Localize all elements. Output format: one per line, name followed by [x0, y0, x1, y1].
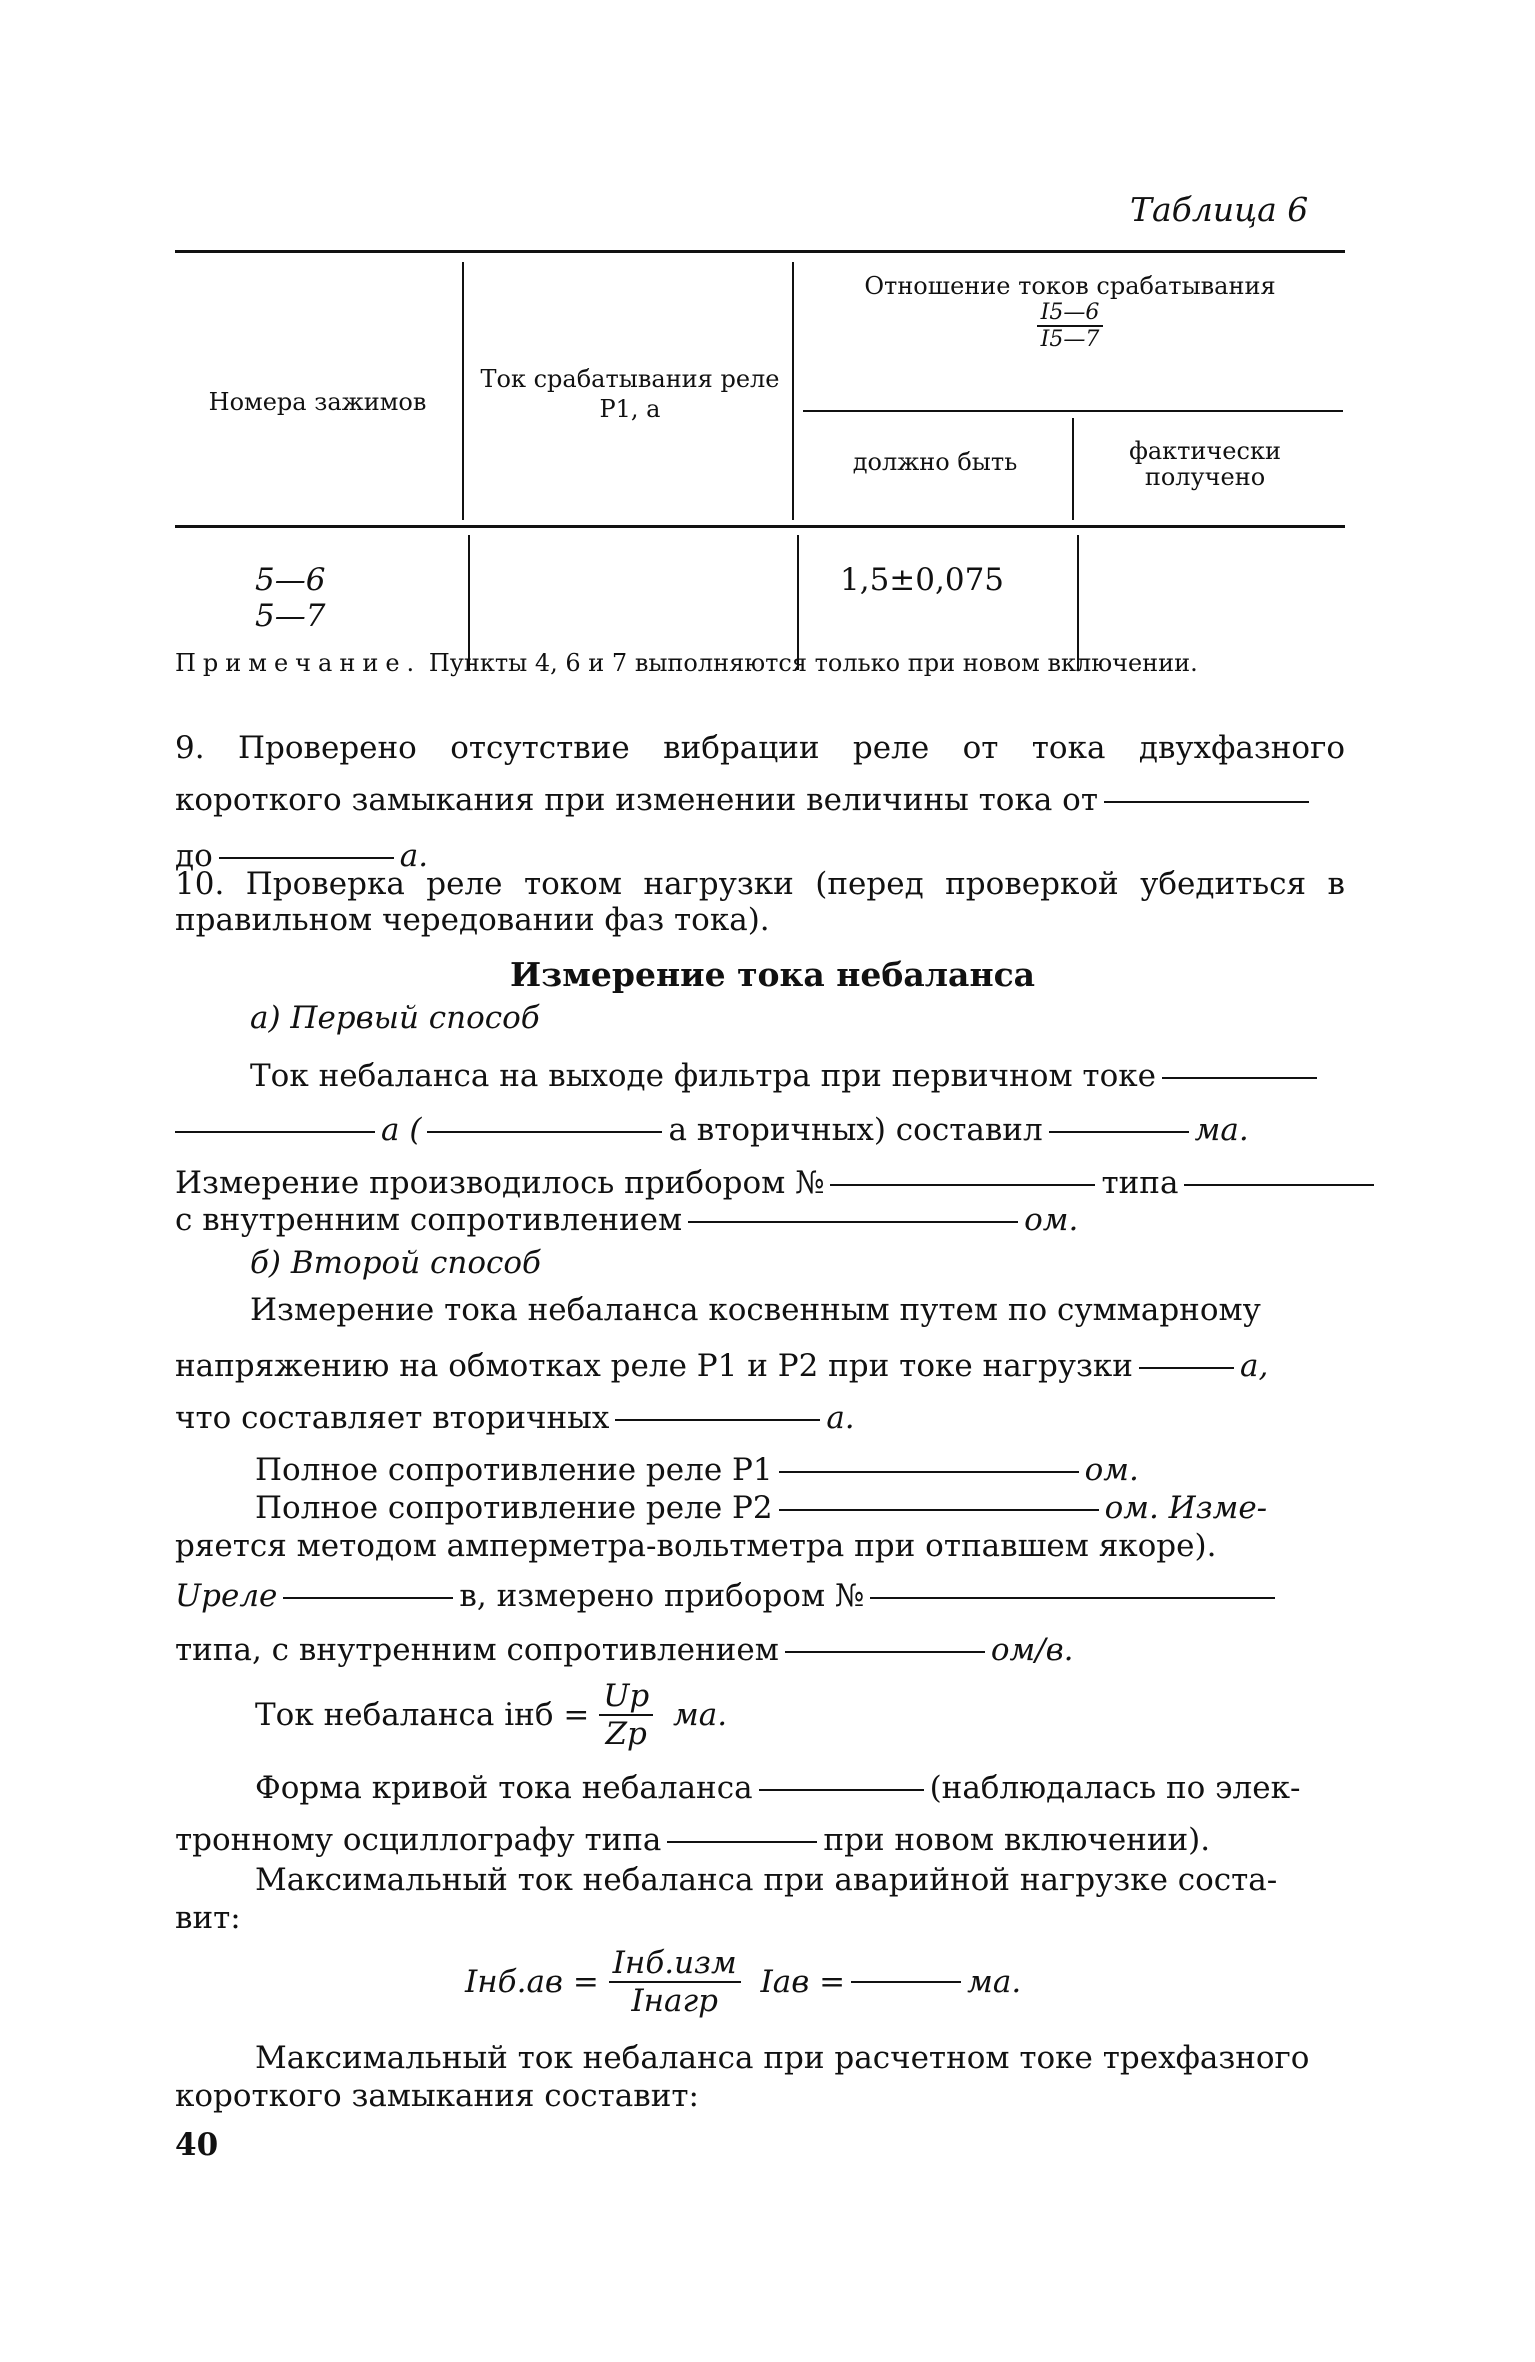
blank-load-current: [1139, 1367, 1234, 1369]
a-line4-text: с внутренним сопротивлением: [175, 1202, 683, 1238]
blank-r2-impedance: [779, 1509, 1099, 1511]
formula2-left: Iнб.ав =: [465, 1964, 599, 2000]
blank-oscillograph-type: [667, 1841, 817, 1843]
relay-r2-method: ряется методом амперметра-вольтметра при отпавшем якоре).: [175, 1528, 1217, 1564]
to-label: до: [175, 838, 213, 874]
blank-current-to: [219, 857, 394, 859]
blank-relay-voltage: [283, 1597, 453, 1599]
formula2-numerator: Iнб.изм: [609, 1945, 741, 1983]
formula1-denominator: Zр: [605, 1716, 647, 1752]
method-a-line1: [250, 1058, 1323, 1094]
blank-current-from: [1104, 801, 1309, 803]
formula2-mid: Iав =: [760, 1964, 846, 2000]
formula-unbalance-current: [255, 1678, 727, 1752]
u-mid-text: в, измерено прибором №: [459, 1578, 865, 1614]
a-secondary-text: а вторичных) составил: [668, 1112, 1043, 1148]
max-unbalance-fault: Максимальный ток небаланса при расчетном токе трехфазного: [255, 2040, 1310, 2076]
method-a-heading: а) Первый способ: [250, 1000, 540, 1036]
method-b-line3: [175, 1400, 855, 1436]
blank-voltmeter-number: [870, 1597, 1275, 1599]
relay-voltage-line2: [175, 1632, 1074, 1668]
table-note: [175, 648, 1345, 678]
formula2-unit: ма.: [967, 1964, 1022, 2000]
row-terminal-2: 5—7: [255, 598, 326, 634]
b-line3-unit: а.: [826, 1400, 855, 1436]
table-top-rule: [175, 250, 1345, 253]
a-line3-text: Измерение производилось прибором №: [175, 1165, 825, 1201]
r1-text: Полное сопротивление реле Р1: [255, 1452, 773, 1488]
relay-r1-impedance: [255, 1452, 1139, 1488]
table-header-rule: [175, 525, 1345, 528]
b-line2-text: напряжению на обмотках реле Р1 и Р2 при токе нагрузки: [175, 1348, 1133, 1384]
ratio-numerator: I5—6: [1037, 300, 1104, 327]
blank-internal-resistance: [688, 1221, 1018, 1223]
method-a-line3: [175, 1165, 1380, 1201]
method-b-line2: [175, 1348, 1268, 1384]
method-b-line1: Измерение тока небаланса косвенным путем по суммарному: [250, 1292, 1261, 1328]
formula1-left: Ток небаланса iнб =: [255, 1697, 590, 1733]
p9-unit: а.: [399, 838, 429, 874]
blank-secondary-current: [427, 1131, 662, 1133]
blank-voltmeter-resistance: [785, 1651, 985, 1653]
form-line1-text: Форма кривой тока небаланса: [255, 1770, 753, 1806]
header-terminal-numbers: Номера зажимов: [208, 388, 427, 416]
formula1-numerator: Uр: [599, 1678, 653, 1716]
form-line1-b: (наблюдалась по элек-: [929, 1770, 1301, 1806]
paragraph-10: 10. Проверка реле током нагрузки (перед проверкой убедиться в правильном чередовании фаз тока).: [175, 866, 1345, 938]
formula1-unit: ма.: [673, 1697, 728, 1733]
u-line2-unit: ом/в.: [990, 1632, 1074, 1668]
header-current-ratio: Отношение токов срабатывания: [864, 272, 1276, 300]
page-number: 40: [175, 2127, 219, 2163]
b-line3-text: что составляет вторичных: [175, 1400, 610, 1436]
row-expected-ratio: 1,5±0,075: [840, 562, 1005, 598]
blank-primary-current: [1162, 1077, 1317, 1079]
method-a-line4: [175, 1202, 1078, 1238]
formula-max-unbalance: [465, 1945, 1021, 2019]
r2-text: Полное сопротивление реле Р2: [255, 1490, 773, 1526]
paragraph-9-text: 9. Проверено отсутствие вибрации реле от тока двухфазного короткого замыкания при изменении величины тока от: [175, 730, 1345, 818]
a-unit-a: а (: [381, 1112, 422, 1148]
blank-r1-impedance: [779, 1471, 1079, 1473]
form-line2-text: тронному осциллографу типа: [175, 1822, 662, 1858]
blank-secondary-load: [615, 1419, 820, 1421]
ratio-denominator: I5—7: [1040, 327, 1100, 352]
method-a-line2: [175, 1112, 1249, 1148]
table-caption: Таблица 6: [1130, 190, 1309, 229]
header-ratio-fraction: [1015, 300, 1125, 352]
header-pickup-current: Ток срабатывания реле Р1, а: [480, 365, 780, 423]
paragraph-9: [175, 722, 1345, 826]
u-line2-text: типа, с внутренним сопротивлением: [175, 1632, 779, 1668]
row-terminal-1: 5—6: [255, 562, 326, 598]
blank-unbalance-ma: [1049, 1131, 1189, 1133]
section-heading: Измерение тока небаланса: [510, 955, 1036, 994]
u-relay-label: Uреле: [175, 1578, 278, 1614]
max-unbalance-emergency: Максимальный ток небаланса при аварийной нагрузке соста-: [255, 1862, 1278, 1898]
relay-r2-impedance: [255, 1490, 1267, 1526]
waveform-line1: [255, 1770, 1300, 1806]
header-actually-obtained: фактически получено: [1129, 437, 1281, 491]
b-unit-a: а,: [1239, 1348, 1269, 1384]
table-vline-2: [792, 262, 794, 520]
waveform-line2: [175, 1822, 1210, 1858]
a-type-text: типа: [1101, 1165, 1179, 1201]
r2-unit: ом. Изме-: [1104, 1490, 1268, 1526]
blank-instrument-number: [830, 1184, 1095, 1186]
r1-unit: ом.: [1084, 1452, 1139, 1488]
blank-instrument-type: [1184, 1184, 1374, 1186]
max-unbalance-emergency-2: вит:: [175, 1900, 241, 1936]
table-vline-1: [462, 262, 464, 520]
form-line2-b: при новом включении).: [823, 1822, 1211, 1858]
method-b-heading: б) Второй способ: [250, 1245, 541, 1281]
table-subheader-rule: [803, 410, 1343, 412]
a-ohm-unit: ом.: [1024, 1202, 1079, 1238]
note-text: Пункты 4, 6 и 7 выполняются только при новом включении.: [428, 649, 1198, 677]
note-label: Примечание.: [175, 649, 422, 677]
blank-primary-current-2: [175, 1131, 375, 1133]
max-unbalance-fault-2: короткого замыкания составит:: [175, 2078, 699, 2114]
header-should-be: должно быть: [852, 448, 1018, 476]
a-unit-ma: ма.: [1194, 1112, 1249, 1148]
blank-waveform: [759, 1789, 924, 1791]
a-line1-text: Ток небаланса на выходе фильтра при первичном токе: [250, 1058, 1156, 1094]
relay-voltage-line: [175, 1578, 1281, 1614]
table-vline-3: [1072, 418, 1074, 520]
formula2-denominator: Iнагр: [631, 1983, 718, 2019]
blank-max-unbalance: [851, 1981, 961, 1983]
